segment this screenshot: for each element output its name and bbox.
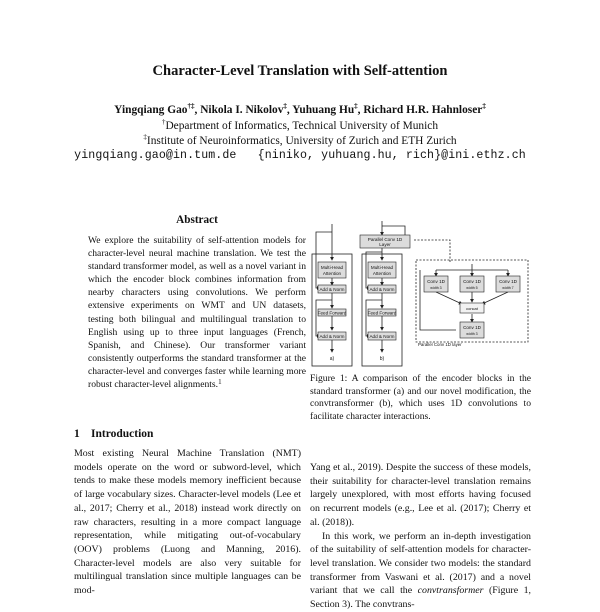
paper-title: Character-Level Translation with Self-attention (152, 63, 448, 79)
label-conv: Conv 1D (427, 279, 445, 284)
author-mark: ‡ (283, 102, 287, 110)
affiliation (0, 120, 600, 132)
abstract-body (88, 234, 306, 391)
label-width3: width 3 (430, 286, 442, 290)
label-width3: width 3 (466, 332, 478, 336)
footnote-mark: 1 (218, 378, 222, 387)
label-b: b) (379, 356, 385, 362)
figure-caption: Figure 1: A comparison of the encoder blocks in the standard transformer (a) and our novel modification, the convtransformer (b), which uses 1D convolutions to facilitate character interactions. (310, 373, 531, 422)
author-emails: yingqiang.gao@in.tum.de {niniko, yuhuang.hu, rich}@ini.ethz.ch (74, 149, 526, 162)
author-list: Yingqiang Gao†‡, Nikola I. Nikolov‡, Yuhuang Hu‡, Richard H.R. Hahnloser‡ (114, 102, 486, 116)
affiliation (0, 135, 600, 147)
author-mark: †‡ (187, 102, 195, 110)
label-width7: width 7 (502, 286, 514, 290)
affiliation-text: Department of Informatics, Technical University of Munich (165, 120, 439, 132)
author-name: Richard H.R. Hahnloser (363, 104, 483, 116)
label-mha2: Attention (322, 271, 342, 276)
author-mark: ‡ (482, 102, 486, 110)
paragraph (310, 530, 531, 612)
section-number: 1 (74, 428, 80, 440)
paragraph-text: In this work, we perform an in-depth investigation of the suitability of self-attention models for character-level translation. We consider two models: the standard transformer from Vaswani et al. (2017) and a novel variant that we call the (310, 530, 531, 597)
author-name: Yuhuang Hu (292, 104, 355, 116)
abstract-heading: Abstract (176, 214, 218, 226)
right-column-text (310, 461, 531, 612)
label-add-norm: Add & Norm (369, 334, 395, 339)
label-ff: Feed Forward (317, 310, 347, 316)
paragraph: Yang et al., 2019). Despite the success of these models, their suitability for character-level translation remains largely unexplored, with most efforts having focused on recurrent models (e.g., Lee et al. (2017); Cherry et al. (2018)). (310, 462, 531, 528)
section-title: Introduction (91, 428, 154, 440)
label-conv: Conv 1D (463, 325, 481, 330)
label-width5: width 5 (466, 286, 478, 290)
label-layer: Parallel Conv 1D layer (418, 342, 462, 347)
label-mha2: Attention (372, 271, 392, 276)
label-conv: Conv 1D (463, 279, 481, 284)
author-name: Nikola I. Nikolov (200, 104, 284, 116)
paragraph-text: (Figure 1, Section 3). The convtrans- (310, 585, 531, 611)
label-concat: concat (466, 306, 478, 311)
label-add-norm: Add & Norm (319, 287, 345, 292)
label-pconv: Parallel Conv 1D (367, 237, 403, 242)
label-conv: Conv 1D (499, 279, 517, 284)
label-mha: Multi-Head (370, 265, 394, 270)
model-name: convtransformer (417, 585, 484, 597)
author-name: Yingqiang Gao (114, 104, 188, 116)
label-a: a) (329, 356, 335, 362)
section-heading (74, 428, 153, 440)
label-pconv2: Layer (379, 242, 391, 247)
affiliation-mark: ‡ (143, 133, 147, 141)
author-mark: ‡ (354, 102, 358, 110)
label-add-norm: Add & Norm (319, 334, 345, 339)
encoder-diagram (310, 218, 530, 370)
affiliation-text: Institute of Neuroinformatics, University of Zurich and ETH Zurich (146, 135, 457, 147)
abstract-text: We explore the suitability of self-attention models for character-level neural machine translation. We test the standard transformer model, as well as a novel variant in which the encoder block combines information from nearby characters using convolutions. We perform extensive experiments on WMT and UN datasets, testing both bilingual and multilingual translation to English using up to three input languages (French, Spanish, and Chinese). Our transformer variant consistently outperforms the standard transformer at the character-level and converges faster while learning more robust character-level alignments. (88, 235, 306, 391)
label-add-norm: Add & Norm (369, 287, 395, 292)
affiliation-mark: † (161, 118, 166, 126)
label-mha: Multi-Head (320, 265, 344, 270)
intro-paragraph: Most existing Neural Machine Translation (NMT) models operate on the word or subword-level, which tends to make these models memory inefficient because of large vocabulary sizes. Character-level models (Lee et al., 2017; Cherry et al., 2018) instead work directly on raw characters, resulting in a more compact language representation, while mitigating out-of-vocabulary (OOV) problems (Luong and Manning, 2016). Character-level models are also very suitable for multilingual translation since multiple languages can be mod- (74, 448, 301, 597)
label-ff: Feed Forward (367, 310, 397, 316)
